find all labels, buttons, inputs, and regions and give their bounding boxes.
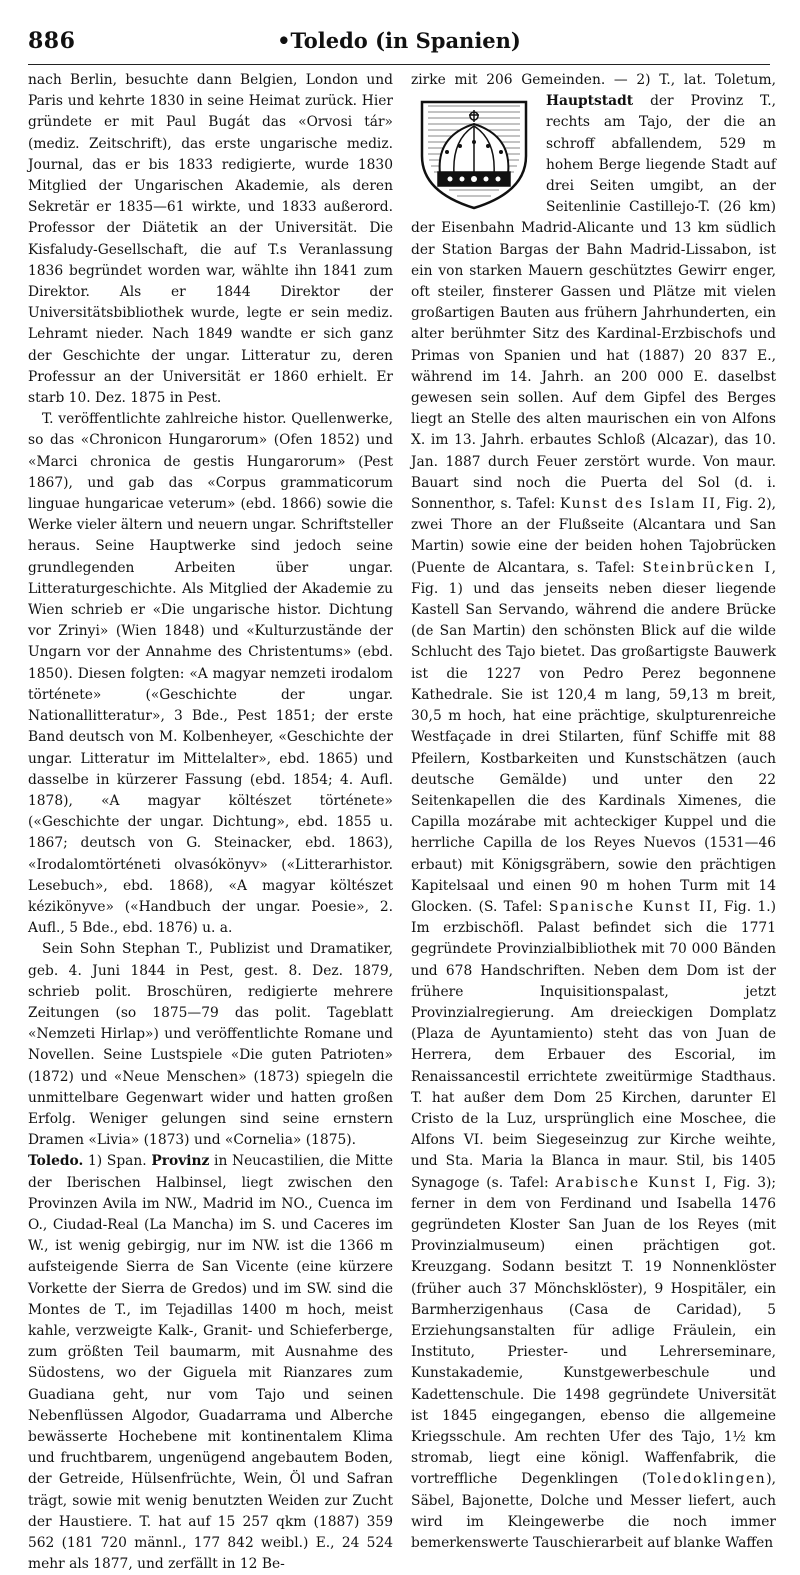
coat-of-arms-crown-icon bbox=[411, 95, 536, 213]
left-column bbox=[28, 70, 393, 1573]
plate-ref-arabic-art: Arabische Kunst I bbox=[555, 1174, 712, 1191]
text-columns bbox=[28, 70, 777, 1573]
paragraph-works: T. veröffentlichte zahlreiche histor. Quellenwerke, so das «Chronicon Hungarorum» (Ofen 1852) und «Marci chronica de gestis Hungarorum» (Pest 1867), und gab das «Corpus grammaticorum linguae hungaricae veterum» (ebd. 1866) sowie die Werke vieler ältern und neuern ungar. Schriftsteller heraus. Seine Hauptwerke sind jedoch seine grundlegenden Arbeiten über ungar. Litteraturgeschichte. Als Mitglied der Akademie zu Wien schrieb er «Die ungarische histor. Dichtung vor Zrinyi» (Wien 1848) und «Kulturzustände der Ungarn vor der Annahme des Christentums» (ebd. 1850). Diesen folgten: «A magyar nemzeti irodalom története» («Geschichte der ungar. Nationallitteratur», 3 Bde., Pest 1851; der erste Band deutsch von M. Kolbenheyer, «Geschichte der ungar. Litteratur im Mittelalter», ebd. 1865) und dasselbe in kürzerer Fassung (ebd. 1854; 4. Aufl. 1878), «A magyar költészet története» («Geschichte der ungar. Dichtung», ebd. 1855 u. 1867; deutsch von G. Steinacker, ebd. 1863), «Irodalomtörténeti olvasókönyv» («Litterarhistor. Lesebuch», ebd. 1868), «A magyar költészet kézikönyve» («Handbuch der ungar. Poesie», 2. Aufl., 5 Bde., ebd. 1876) u. a. bbox=[28, 411, 393, 937]
city-text-d: , Fig. 1) und das jenseits neben dieser liegende Kastell San Servando, während die andere Brücke (de San Martin) den schönsten Blick auf die wilde Schlucht des Tajo bietet. Das großartigste Bauwerk ist die 1227 von Pedro Perez begonnene Kathedrale. Sie ist 120,4 m lang, 59,13 m breit, 30,5 m hoch, hat eine prächtige, skulpturenreiche Westfaçade in drei Stilarten, fünf Schiffe mit 88 Pfeilern, Kostbarkeiten und Kunstschätzen (auch deutsche Gemälde) und unter den 22 Seitenkapellen die des Kardinals Ximenes, die Capilla mozárabe mit achteckiger Kuppel und die herrliche Capilla de los Reyes Nuevos (1531—46 erbaut) mit Königsgräbern, sowie den prächtigen Kapitelsaal und einen 90 m hohen Turm mit 14 Glocken. (S. Tafel: bbox=[411, 559, 776, 915]
city-text-f: , Fig. 3); ferner in dem von Ferdinand und Isabella 1476 gegründeten Kloster San Juan de los Reyes (mit Provinzialmuseum) einen prächtigen got. Kreuzgang. Sodann besitzt T. 19 Nonnenklöster (früher auch 37 Mönchsklöster), 9 Hospitäler, ein Barmherzigenhaus (Casa de Caridad), 5 Erziehungsanstalten für adlige Fräulein, ein Instituto, Priester- und Lehrerseminare, Kunstakademie, Kunstgewerbeschule und Kadettenschule. Die 1498 gegründete Universität ist 1845 eingegangen, ebenso die allgemeine Kriegsschule. Am rechten Ufer des Tajo, 1½ km stromab, liegt eine königl. Waffenfabrik, die vortreffliche Degenklingen ( bbox=[411, 1174, 777, 1488]
crown-shield-svg bbox=[414, 96, 534, 212]
plate-ref-bridges: Steinbrücken I bbox=[642, 559, 772, 576]
paragraph-biography: nach Berlin, besuchte dann Belgien, London und Paris und kehrte 1830 in seine Heimat zurück. Hier gründete er mit Paul Bugát das «Orvosi tár» (mediz. Zeitschrift), das erste ungarische mediz. Journal, das er bis 1833 redigierte, wurde 1830 Mitglied der Ungarischen Akademie, als deren Sekretär er 1835—61 wirkte, und 1833 außerord. Professor der Diätetik an der Universität. Die Kisfaludy-Gesellschaft, die auf T.s Veranlassung 1836 begründet worden war, wählte ihn 1841 zum Direktor. Als er 1844 Direktor der Universitätsbibliothek wurde, legte er sein mediz. Lehramt nieder. Nach 1849 wandte er sich ganz der Geschichte der ungar. Litteratur zu, deren Professur an der Universität er 1860 erhielt. Er starb 10. Dez. 1875 in Pest. bbox=[28, 72, 393, 407]
page-number: 886 bbox=[28, 28, 76, 54]
entry-province-text: in Neucastilien, die Mitte der Iberischen Halbinsel, liegt zwischen den Provinzen Avila im NW., Madrid im NO., Cuenca im O., Ciudad-Real (La Mancha) im S. und Caceres im W., ist wenig gebirgig, nur im NW. ist die 1366 m aufsteigende Sierra de San Vicente (eine kürzere Vorkette der Sierra de Gredos) und im SW. sind die Montes de T., im Tejadillas 1400 m hoch, meist kahle, verzweigte Kalk-, Granit- und Schieferberge, zum größten Teil baumarm, mit Ausnahme des Südostens, wo der Giguela mit Rianzares zum Guadiana geht, nur vom Tajo und seinen Nebenflüssen Algodor, Guadarrama und Alberche bewässerte Hochebene mit kontinentalem Klima und fruchtbarem, ungenügend angebautem Boden, der Getreide, Hülsenfrüchte, Wein, Öl und Safran trägt, sowie mit wenig benutzten Weiden zur Zucht der Haustiere. T. hat auf 15 257 qkm (1887) 359 562 (181 720 männl., 177 842 weibl.) E., 24 524 mehr als 1877, und zerfällt in 12 Be- bbox=[28, 1153, 393, 1573]
plate-ref-spanish-art: Spanische Kunst II bbox=[548, 898, 714, 915]
term-toledo-blades: Toledoklingen bbox=[647, 1471, 767, 1488]
city-text-e: , Fig. 1.) Im erzbischöfl. Palast befindet sich die 1771 gegründete Provinzialbibliothek mit 70 000 Bänden und 678 Handschriften. Neben dem Dom ist der frühere Inquisitionspalast, jetzt Provinzialregierung. Am dreieckigen Domplatz (Plaza de Ayuntamiento) steht das von Juan de Herrera, dem Erbauer des Escorial, im Renaissancestil errichtete zweitürmige Stadthaus. T. hat außer dem Dom 25 Kirchen, darunter El Cristo de la Luz, ursprünglich eine Moschee, die Alfons VI. beim Siegeseinzug zur Kirche weihte, und Sta. Maria la Blanca in maur. Stil, bis 1405 Synagoge (s. Tafel: bbox=[411, 898, 776, 1191]
paragraph-son: Sein Sohn Stephan T., Publizist und Dramatiker, geb. 4. Juni 1844 in Pest, gest. 8. Dez. 1879, schrieb polit. Broschüren, redigierte mehrere Zeitungen (so 1875—79 das polit. Tageblatt «Nemzeti Hirlap») und veröffentlichte Romane und Novellen. Seine Lustspiele «Die guten Patrioten» (1872) und «Neue Menschen» (1873) spiegeln die unmittelbare Gegenwart wider und hatten großen Erfolg. Weniger gelungen sind seine ernstern Dramen «Livia» (1873) und «Cornelia» (1875). bbox=[28, 941, 393, 1149]
entry-toledo bbox=[28, 1151, 393, 1575]
city-text-a: zirke mit 206 Gemeinden. — 2) T., lat. Toletum, bbox=[411, 72, 776, 88]
right-column bbox=[411, 70, 777, 1552]
running-head: •Toledo (in Spanien) bbox=[277, 28, 521, 53]
city-text-g: ), Säbel, Bajonette, Dolche und Messer liefert, auch wird im Kleingewerbe die noch immer bemerkenswerte Tauschierarbeit auf blanke Waffen bbox=[411, 1471, 776, 1552]
city-text-b: der Provinz T., rechts am Tajo, der die an schroff abfallendem, 529 m hohem Berge liegende Stadt auf drei Seiten umgibt, an der Seitenlinie Castillejo-T. (26 km) der Eisenbahn Madrid-Alicante und 13 km südlich der Station Bargas der Bahn Madrid-Lissabon, ist ein von starken Mauern geschütztes Gewirr enger, oft steiler, finsterer Gassen und Plätze mit vielen großartigen Bauten aus frühern Jahrhunderten, ein alter berühmter Sitz des Kardinal-Erzbischofs und Primas von Spanien und hat (1887) 20 837 E., während im 14. Jahrh. an 200 000 E. daselbst gewesen sein sollen. Auf dem Gipfel des Berges liegt an Stelle des alten maurischen ein von Alfons X. im 13. Jahrh. erbautes Schloß (Alcazar), das 10. Jan. 1887 durch Feuer zerstört wurde. Von maur. Bauart sind noch die Puerta del Sol (d. i. Sonnenthor, s. Tafel: bbox=[411, 93, 776, 513]
entry-headword: Toledo. bbox=[28, 1153, 84, 1170]
entry-province-keyword: Provinz bbox=[151, 1153, 210, 1170]
page-header bbox=[28, 28, 770, 65]
city-text-c: , Fig. 2), zwei Thore an der Flußseite (Alcantara und San Martin) sowie eine der beiden hohen Tajobrücken (Puente de Alcantara, s. Tafel: bbox=[411, 496, 776, 576]
entry-text-prefix: 1) Span. bbox=[83, 1153, 152, 1170]
paragraph-city bbox=[411, 70, 776, 1554]
plate-ref-islam: Kunst des Islam II bbox=[560, 496, 717, 513]
city-keyword: Hauptstadt bbox=[546, 93, 634, 110]
